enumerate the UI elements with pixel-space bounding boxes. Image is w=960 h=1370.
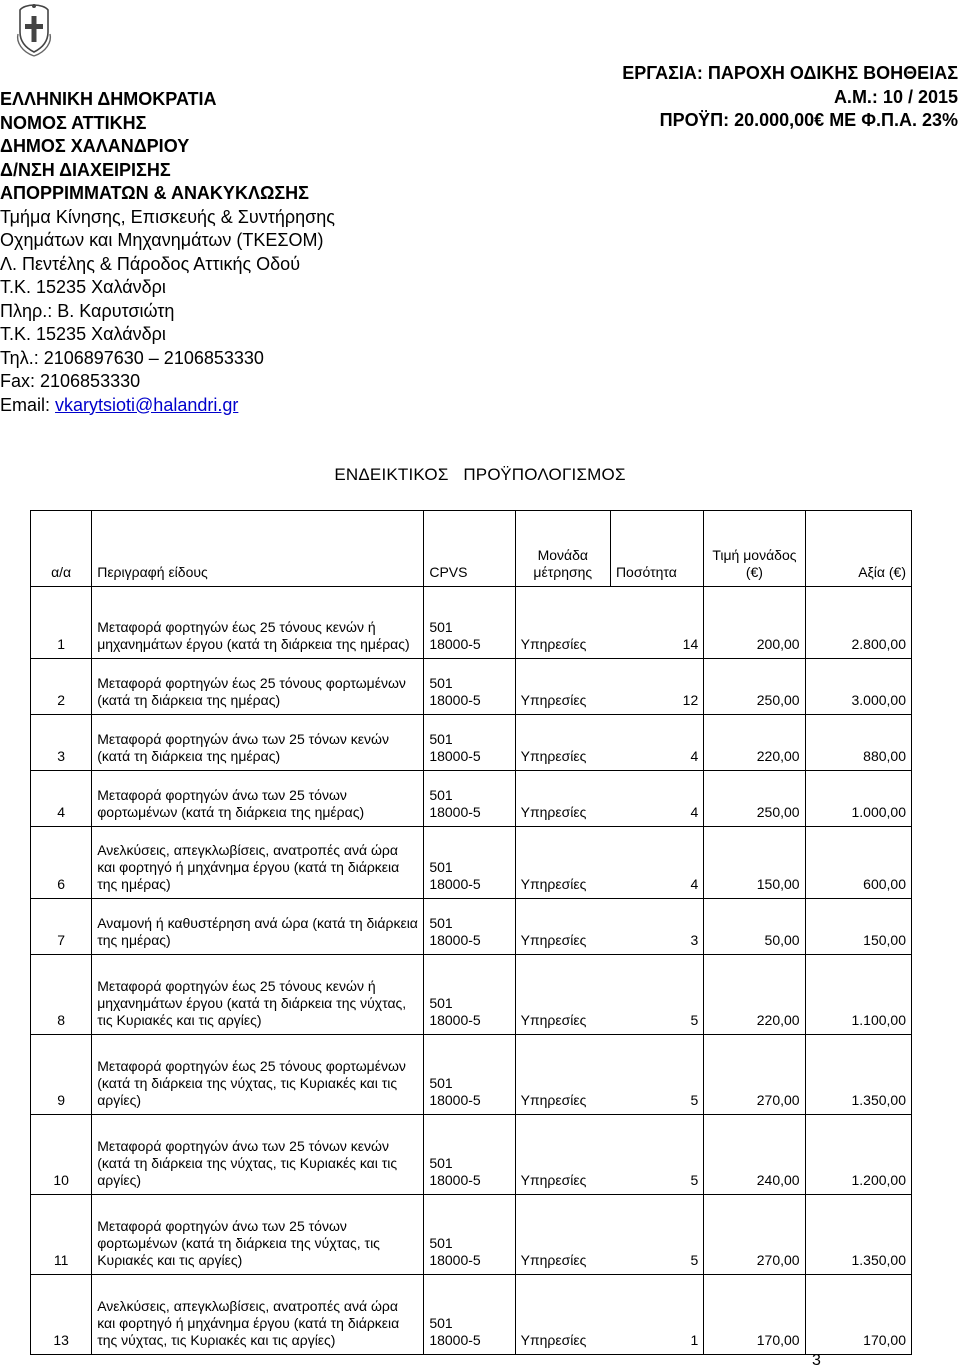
row-cpv-code: 18000-5 xyxy=(429,804,481,820)
table-row xyxy=(31,899,912,955)
row-cpv xyxy=(424,1195,515,1275)
header-line-directorate: Δ/ΝΣΗ ΔΙΑΧΕΙΡΙΣΗΣ xyxy=(0,159,171,180)
header-line-country: ΕΛΛΗΝΙΚΗ ΔΗΜΟΚΡΑΤΙΑ xyxy=(0,89,217,109)
project-number: Α.Μ.: 10 / 2015 xyxy=(833,86,958,107)
row-cpv-code: 18000-5 xyxy=(429,1012,481,1028)
department-info xyxy=(0,88,520,417)
row-unit: Υπηρεσίες xyxy=(520,876,587,892)
row-unit-qty xyxy=(515,955,704,1035)
row-quantity: 5 xyxy=(690,1012,699,1028)
header-line-department-2: Οχημάτων και Μηχανημάτων (ΤΚΕΣΟΜ) xyxy=(0,230,324,250)
row-value: 170,00 xyxy=(805,1275,911,1355)
row-unit-price: 250,00 xyxy=(704,771,805,827)
row-cpv-code: 18000-5 xyxy=(429,932,481,948)
row-value: 880,00 xyxy=(805,715,911,771)
row-value: 1.200,00 xyxy=(805,1115,911,1195)
row-number: 10 xyxy=(31,1115,92,1195)
email-label: Email: xyxy=(0,394,56,415)
row-cpv-code: 18000-5 xyxy=(429,1252,481,1268)
row-unit-price: 50,00 xyxy=(704,899,805,955)
row-cpv-code: 18000-5 xyxy=(429,748,481,764)
row-unit-qty xyxy=(515,899,704,955)
row-cpv-prefix: 501 xyxy=(429,995,453,1011)
header-line-phone: Τηλ.: 2106897630 – 2106853330 xyxy=(0,347,264,368)
row-description: Μεταφορά φορτηγών έως 25 τόνους φορτωμένων (κατά τη διάρκεια της ημέρας) xyxy=(92,659,424,715)
table-header-row xyxy=(31,511,912,587)
row-unit: Υπηρεσίες xyxy=(520,692,587,708)
project-title: ΕΡΓΑΣΙΑ: ΠΑΡΟΧΗ ΟΔΙΚΗΣ ΒΟΗΘΕΙΑΣ xyxy=(622,63,958,83)
row-value: 2.800,00 xyxy=(805,587,911,659)
table-row xyxy=(31,659,912,715)
row-cpv xyxy=(424,1275,515,1355)
table-row xyxy=(31,1035,912,1115)
row-cpv-prefix: 501 xyxy=(429,915,453,931)
table-row xyxy=(31,715,912,771)
header-line-directorate-2: ΑΠΟΡΡΙΜΜΑΤΩΝ & ΑΝΑΚΥΚΛΩΣΗΣ xyxy=(0,183,309,203)
row-description: Μεταφορά φορτηγών άνω των 25 τόνων φορτωμένων (κατά τη διάρκεια της ημέρας) xyxy=(92,771,424,827)
row-unit-qty xyxy=(515,715,704,771)
row-unit-price: 170,00 xyxy=(704,1275,805,1355)
row-unit-qty xyxy=(515,827,704,899)
row-unit-qty xyxy=(515,1035,704,1115)
row-unit-price: 220,00 xyxy=(704,715,805,771)
row-description: Αναμονή ή καθυστέρηση ανά ώρα (κατά τη διάρκεια της ημέρας) xyxy=(92,899,424,955)
row-number: 1 xyxy=(31,587,92,659)
row-cpv-code: 18000-5 xyxy=(429,1172,481,1188)
row-unit: Υπηρεσίες xyxy=(520,1012,587,1028)
row-cpv-prefix: 501 xyxy=(429,1155,453,1171)
row-cpv-code: 18000-5 xyxy=(429,1092,481,1108)
row-cpv-prefix: 501 xyxy=(429,731,453,747)
header-line-contact-person: Πληρ.: Β. Καρυτσιώτη xyxy=(0,300,175,321)
row-cpv xyxy=(424,1035,515,1115)
row-cpv-code: 18000-5 xyxy=(429,1332,481,1348)
table-row xyxy=(31,1275,912,1355)
row-cpv-prefix: 501 xyxy=(429,1075,453,1091)
header-aa: α/α xyxy=(31,511,92,587)
row-unit-qty xyxy=(515,659,704,715)
row-cpv xyxy=(424,827,515,899)
row-unit-qty xyxy=(515,587,704,659)
header-line-postcode: Τ.Κ. 15235 Χαλάνδρι xyxy=(0,277,166,297)
row-unit-price: 240,00 xyxy=(704,1115,805,1195)
row-description: Μεταφορά φορτηγών έως 25 τόνους φορτωμένων (κατά τη διάρκεια της νύχτας, τις Κυριακές και τις αργίες) xyxy=(92,1035,424,1115)
header-line-fax: Fax: 2106853330 xyxy=(0,371,141,391)
row-cpv-prefix: 501 xyxy=(429,787,453,803)
row-quantity: 5 xyxy=(690,1252,699,1268)
row-cpv-prefix: 501 xyxy=(429,675,453,691)
row-number: 11 xyxy=(31,1195,92,1275)
row-number: 4 xyxy=(31,771,92,827)
row-quantity: 4 xyxy=(690,804,699,820)
row-unit: Υπηρεσίες xyxy=(520,932,587,948)
header-unit-price: Τιμή μονάδος (€) xyxy=(704,511,805,587)
email-link[interactable]: vkarytsioti@halandri.gr xyxy=(55,394,239,415)
table-row xyxy=(31,587,912,659)
row-cpv xyxy=(424,587,515,659)
project-info xyxy=(622,62,958,133)
row-quantity: 5 xyxy=(690,1172,699,1188)
row-cpv-code: 18000-5 xyxy=(429,692,481,708)
row-unit: Υπηρεσίες xyxy=(520,804,587,820)
row-cpv-prefix: 501 xyxy=(429,1235,453,1251)
row-value: 1.100,00 xyxy=(805,955,911,1035)
row-unit-price: 250,00 xyxy=(704,659,805,715)
row-description: Μεταφορά φορτηγών άνω των 25 τόνων φορτωμένων (κατά τη διάρκεια της νύχτας, τις Κυριακές και τις αργίες) xyxy=(92,1195,424,1275)
row-cpv xyxy=(424,1115,515,1195)
row-unit-qty xyxy=(515,1275,704,1355)
row-cpv-code: 18000-5 xyxy=(429,636,481,652)
row-unit-price: 220,00 xyxy=(704,955,805,1035)
header-line-department: Τμήμα Κίνησης, Επισκευής & Συντήρησης xyxy=(0,206,335,227)
page-number: 3 xyxy=(812,1352,821,1369)
row-number: 3 xyxy=(31,715,92,771)
budget-table xyxy=(30,510,912,1355)
row-cpv xyxy=(424,659,515,715)
header-line-email xyxy=(0,394,520,418)
table-row xyxy=(31,1115,912,1195)
row-unit: Υπηρεσίες xyxy=(520,748,587,764)
row-unit-price: 270,00 xyxy=(704,1035,805,1115)
row-cpv xyxy=(424,899,515,955)
header-quantity: Ποσότητα xyxy=(610,511,703,587)
row-description: Μεταφορά φορτηγών άνω των 25 τόνων κενών (κατά τη διάρκεια της ημέρας) xyxy=(92,715,424,771)
row-number: 9 xyxy=(31,1035,92,1115)
row-number: 2 xyxy=(31,659,92,715)
row-cpv-code: 18000-5 xyxy=(429,876,481,892)
row-cpv xyxy=(424,955,515,1035)
project-budget: ΠΡΟΫΠ: 20.000,00€ ΜΕ Φ.Π.Α. 23% xyxy=(659,110,958,130)
page-title: ΕΝΔΕΙΚΤΙΚΟΣ ΠΡΟΫΠΟΛΟΓΙΣΜΟΣ xyxy=(334,465,626,484)
header-cpv: CPVS xyxy=(424,511,515,587)
row-value: 1.000,00 xyxy=(805,771,911,827)
row-unit-price: 150,00 xyxy=(704,827,805,899)
row-value: 1.350,00 xyxy=(805,1035,911,1115)
row-unit-qty xyxy=(515,1195,704,1275)
row-description: Μεταφορά φορτηγών έως 25 τόνους κενών ή μηχανημάτων έργου (κατά τη διάρκεια της νύχτας, τις Κυριακές και τις αργίες) xyxy=(92,955,424,1035)
row-number: 13 xyxy=(31,1275,92,1355)
header-line-municipality: ΔΗΜΟΣ ΧΑΛΑΝΔΡΙΟΥ xyxy=(0,136,190,156)
header-line-prefecture: ΝΟΜΟΣ ΑΤΤΙΚΗΣ xyxy=(0,112,147,133)
row-quantity: 5 xyxy=(690,1092,699,1108)
header-unit: Μονάδα μέτρησης xyxy=(515,511,610,587)
row-unit-price: 200,00 xyxy=(704,587,805,659)
row-unit: Υπηρεσίες xyxy=(520,1332,587,1348)
row-description: Ανελκύσεις, απεγκλωβίσεις, ανατροπές ανά ώρα και φορτηγό ή μηχάνημα έργου (κατά τη διάρκεια της ημέρας) xyxy=(92,827,424,899)
table-row xyxy=(31,771,912,827)
row-description: Μεταφορά φορτηγών έως 25 τόνους κενών ή μηχανημάτων έργου (κατά τη διάρκεια της ημέρας) xyxy=(92,587,424,659)
header-line-postcode-2: Τ.Κ. 15235 Χαλάνδρι xyxy=(0,324,166,344)
row-quantity: 4 xyxy=(690,876,699,892)
greek-coat-of-arms-icon xyxy=(14,2,54,58)
row-unit: Υπηρεσίες xyxy=(520,1252,587,1268)
row-number: 6 xyxy=(31,827,92,899)
row-unit: Υπηρεσίες xyxy=(520,636,587,652)
row-value: 600,00 xyxy=(805,827,911,899)
row-quantity: 4 xyxy=(690,748,699,764)
header-description: Περιγραφή είδους xyxy=(92,511,424,587)
row-value: 1.350,00 xyxy=(805,1195,911,1275)
row-cpv-prefix: 501 xyxy=(429,859,453,875)
row-unit-qty xyxy=(515,1115,704,1195)
row-cpv xyxy=(424,715,515,771)
row-description: Ανελκύσεις, απεγκλωβίσεις, ανατροπές ανά ώρα και φορτηγό ή μηχάνημα έργου (κατά τη διάρκεια της νύχτας, τις Κυριακές και τις αργίες) xyxy=(92,1275,424,1355)
row-quantity: 3 xyxy=(690,932,699,948)
row-unit-qty xyxy=(515,771,704,827)
table-row xyxy=(31,1195,912,1275)
row-unit: Υπηρεσίες xyxy=(520,1172,587,1188)
table-row xyxy=(31,955,912,1035)
row-cpv-prefix: 501 xyxy=(429,619,453,635)
row-unit-price: 270,00 xyxy=(704,1195,805,1275)
row-value: 150,00 xyxy=(805,899,911,955)
row-quantity: 12 xyxy=(682,692,699,708)
row-quantity: 14 xyxy=(682,636,699,652)
row-description: Μεταφορά φορτηγών άνω των 25 τόνων κενών (κατά τη διάρκεια της νύχτας, τις Κυριακές και τις αργίες) xyxy=(92,1115,424,1195)
row-number: 8 xyxy=(31,955,92,1035)
header-line-address: Λ. Πεντέλης & Πάροδος Αττικής Οδού xyxy=(0,253,301,274)
row-value: 3.000,00 xyxy=(805,659,911,715)
table-row xyxy=(31,827,912,899)
row-unit: Υπηρεσίες xyxy=(520,1092,587,1108)
row-cpv-prefix: 501 xyxy=(429,1315,453,1331)
header-value: Αξία (€) xyxy=(805,511,911,587)
row-quantity: 1 xyxy=(690,1332,699,1348)
row-cpv xyxy=(424,771,515,827)
row-number: 7 xyxy=(31,899,92,955)
